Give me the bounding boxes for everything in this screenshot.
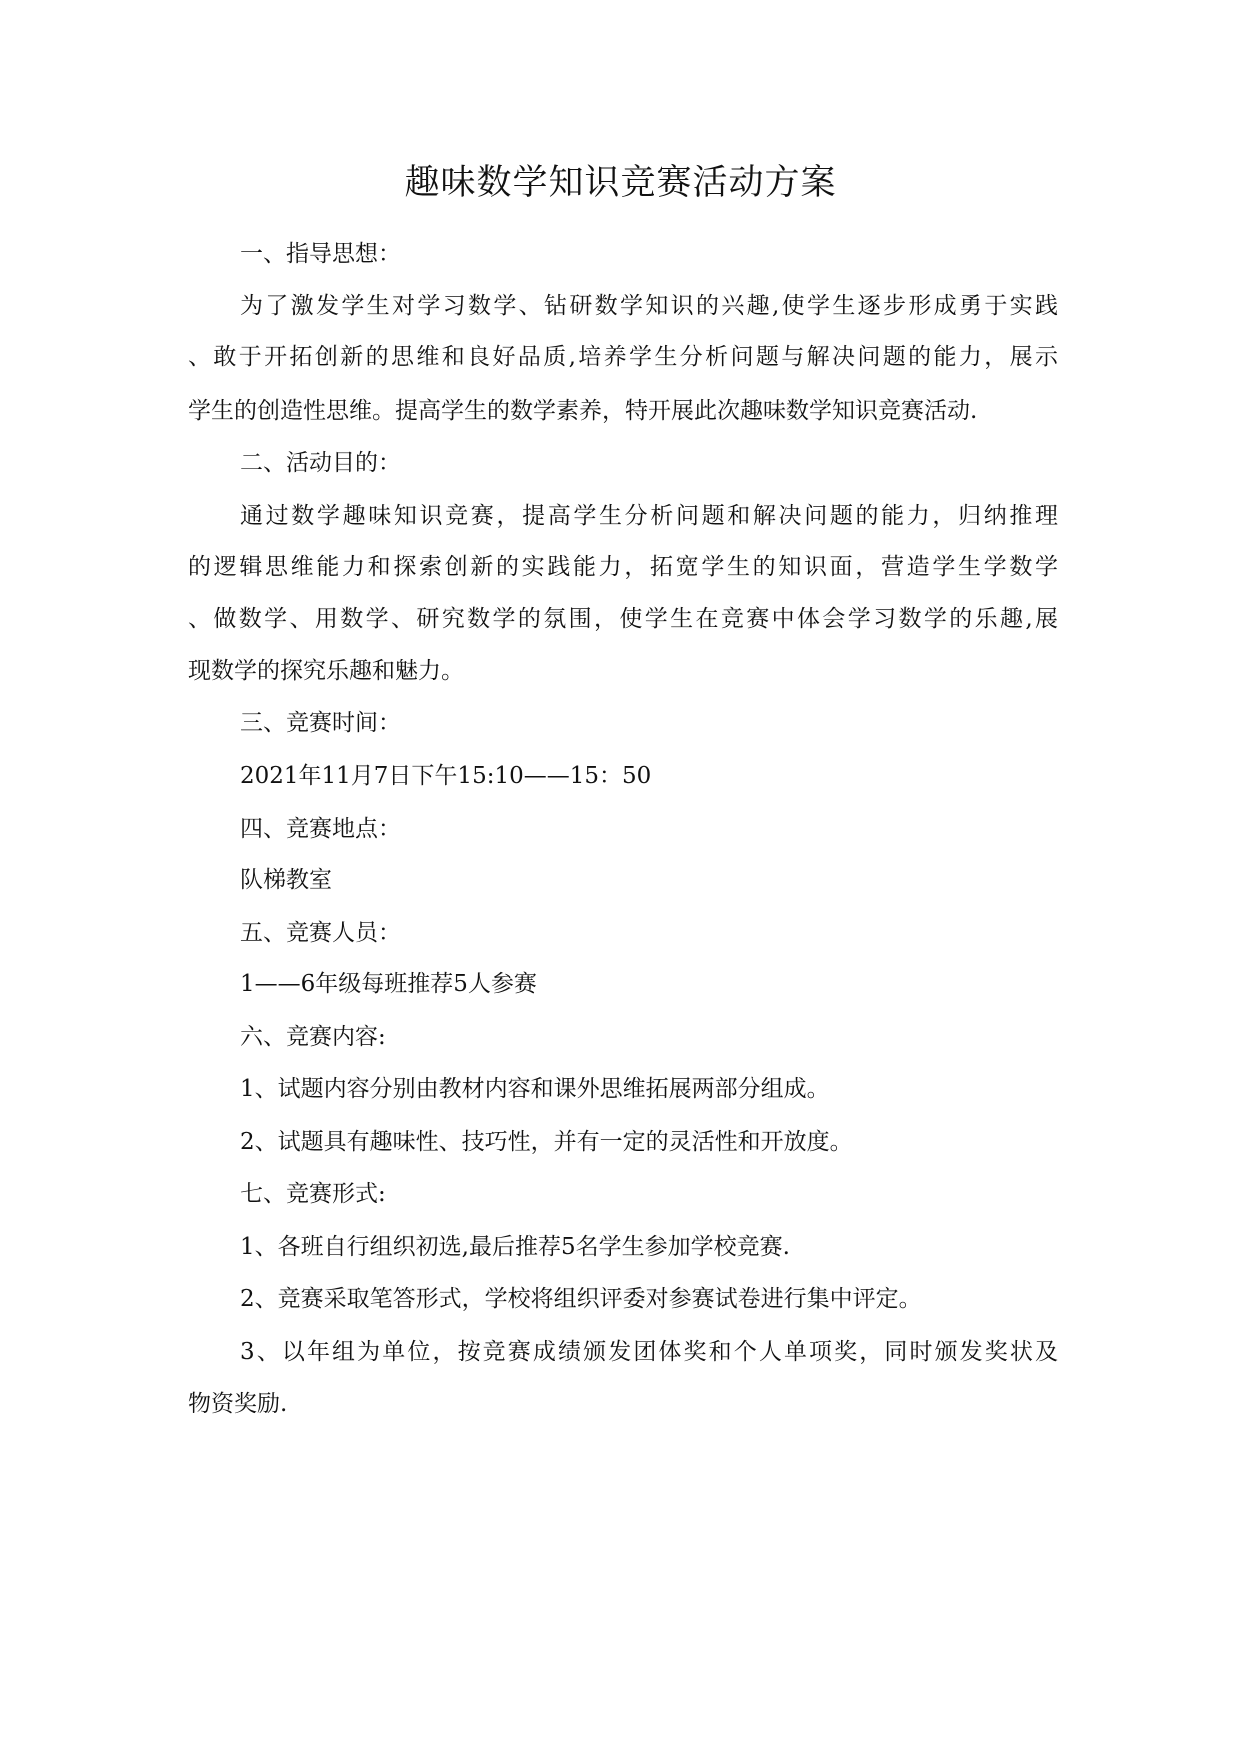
content-item: 2、试题具有趣味性、技巧性，并有一定的灵活性和开放度。 xyxy=(240,1129,853,1155)
competition-participants: 1——6年级每班推荐5人参赛 xyxy=(240,971,537,997)
paragraph-line: 、做数学、用数学、研究数学的氛围，使学生在竞赛中体会学习数学的乐趣,展 xyxy=(188,606,1058,632)
document-title: 趣味数学知识竞赛活动方案 xyxy=(404,163,837,203)
paragraph-line: 通过数学趣味知识竞赛，提高学生分析问题和解决问题的能力，归纳推理 xyxy=(240,503,1058,529)
format-item: 1、各班自行组织初选,最后推荐5名学生参加学校竞赛. xyxy=(240,1234,790,1260)
section-heading-purpose: 二、活动目的： xyxy=(240,450,401,476)
format-item: 3、以年组为单位，按竞赛成绩颁发团体奖和个人单项奖，同时颁发奖状及 xyxy=(240,1339,1058,1365)
section-heading-guiding: 一、指导思想： xyxy=(240,241,401,267)
paragraph-line: 的逻辑思维能力和探索创新的实践能力，拓宽学生的知识面，营造学生学数学 xyxy=(188,554,1058,580)
section-heading-format: 七、竞赛形式: xyxy=(240,1181,386,1207)
format-item: 2、竞赛采取笔答形式，学校将组织评委对参赛试卷进行集中评定。 xyxy=(240,1286,922,1312)
paragraph-line: 为了激发学生对学习数学、钻研数学知识的兴趣,使学生逐步形成勇于实践 xyxy=(240,293,1058,319)
content-item: 1、试题内容分别由教材内容和课外思维拓展两部分组成。 xyxy=(240,1076,830,1102)
format-item-continuation: 物资奖励. xyxy=(188,1391,288,1417)
paragraph-line: 学生的创造性思维。提高学生的数学素养，特开展此次趣味数学知识竞赛活动. xyxy=(188,398,978,424)
section-heading-place: 四、竞赛地点： xyxy=(240,816,401,842)
paragraph-line: 、敢于开拓创新的思维和良好品质,培养学生分析问题与解决问题的能力，展示 xyxy=(188,344,1058,370)
competition-place: 队梯教室 xyxy=(240,867,332,893)
section-heading-participants: 五、竞赛人员： xyxy=(240,920,401,946)
section-heading-content: 六、竞赛内容: xyxy=(240,1024,386,1050)
competition-time: 2021年11月7日下午15:10——15：50 xyxy=(240,763,652,789)
paragraph-line: 现数学的探究乐趣和魅力。 xyxy=(188,658,464,684)
section-heading-time: 三、竞赛时间： xyxy=(240,710,401,736)
